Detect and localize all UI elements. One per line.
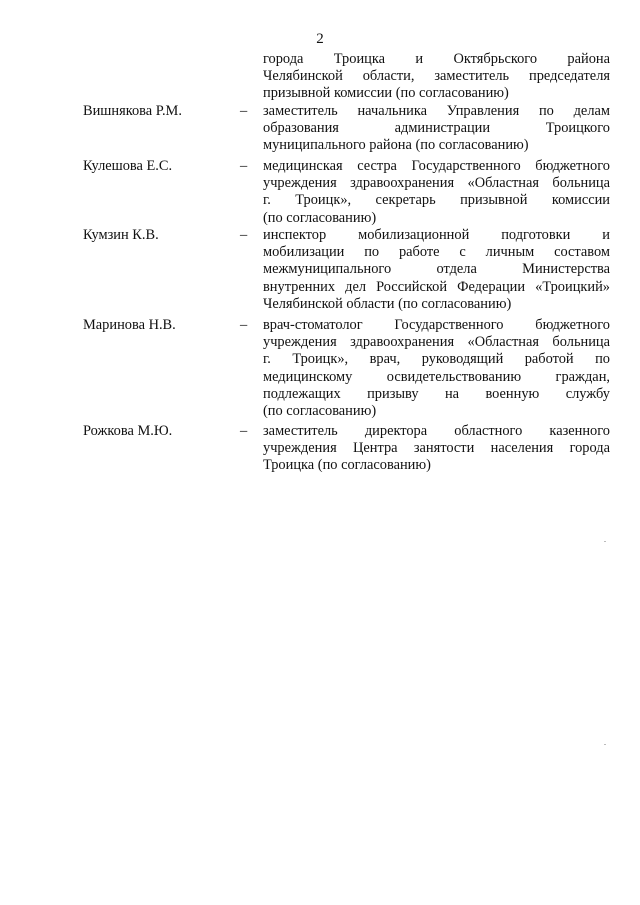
position-line: медицинскому освидетельствованию граждан, <box>263 368 610 385</box>
position-line: Челябинской области, заместитель председателя <box>263 68 610 85</box>
member-position <box>263 317 610 423</box>
member-name: Рожкова М.Ю. <box>83 423 173 439</box>
list-item <box>83 103 610 158</box>
member-position <box>263 423 610 478</box>
list-item <box>83 423 610 478</box>
position-line: заместитель директора областного казенного <box>263 423 610 439</box>
member-position <box>263 227 610 317</box>
member-name: Вишнякова Р.М. <box>83 103 182 119</box>
list-item <box>83 317 610 423</box>
list-item <box>83 51 610 103</box>
list-item <box>83 158 610 227</box>
position-line: инспектор мобилизационной подготовки и <box>263 227 610 243</box>
position-line: заместитель начальника Управления по делам <box>263 103 610 119</box>
position-line: внутренних дел Российской Федерации «Троицкий» <box>263 278 610 295</box>
position-line: врач-стоматолог Государственного бюджетного <box>263 317 610 333</box>
position-line: призывной комиссии (по согласованию) <box>263 85 509 102</box>
position-line: образования администрации Троицкого <box>263 120 610 137</box>
dash-separator: – <box>240 227 248 243</box>
scan-speck <box>604 744 606 745</box>
position-line: (по согласованию) <box>263 403 377 420</box>
list-item <box>83 227 610 317</box>
dash-separator: – <box>240 317 248 333</box>
member-name: Кумзин К.В. <box>83 227 159 243</box>
commission-member-list <box>83 51 610 478</box>
dash-separator: – <box>240 103 248 119</box>
position-line: муниципального района (по согласованию) <box>263 137 529 154</box>
position-line: г. Троицк», врач, руководящий работой по <box>263 351 610 368</box>
member-position <box>263 51 610 103</box>
position-line: Троицка (по согласованию) <box>263 457 431 474</box>
dash-separator: – <box>240 158 248 174</box>
position-line: (по согласованию) <box>263 209 377 226</box>
position-line: мобилизации по работе с личным составом <box>263 244 610 261</box>
position-line: города Троицка и Октябрьского района <box>263 51 610 67</box>
member-name: Кулешова Е.С. <box>83 158 173 174</box>
position-line: медицинская сестра Государственного бюджетного <box>263 158 610 174</box>
position-line: учреждения здравоохранения «Областная больница <box>263 175 610 192</box>
position-line: межмуниципального отдела Министерства <box>263 261 610 278</box>
member-name: Маринова Н.В. <box>83 317 176 333</box>
member-position <box>263 103 610 158</box>
position-line: учреждения здравоохранения «Областная больница <box>263 334 610 351</box>
member-name <box>83 51 240 103</box>
dash-separator <box>240 51 263 103</box>
member-position <box>263 158 610 227</box>
scan-speck <box>604 541 606 542</box>
position-line: Челябинской области (по согласованию) <box>263 295 512 312</box>
page-number: 2 <box>316 31 324 47</box>
position-line: учреждения Центра занятости населения города <box>263 440 610 457</box>
dash-separator: – <box>240 423 248 439</box>
position-line: г. Троицк», секретарь призывной комиссии <box>263 192 610 209</box>
position-line: подлежащих призыву на военную службу <box>263 385 610 402</box>
